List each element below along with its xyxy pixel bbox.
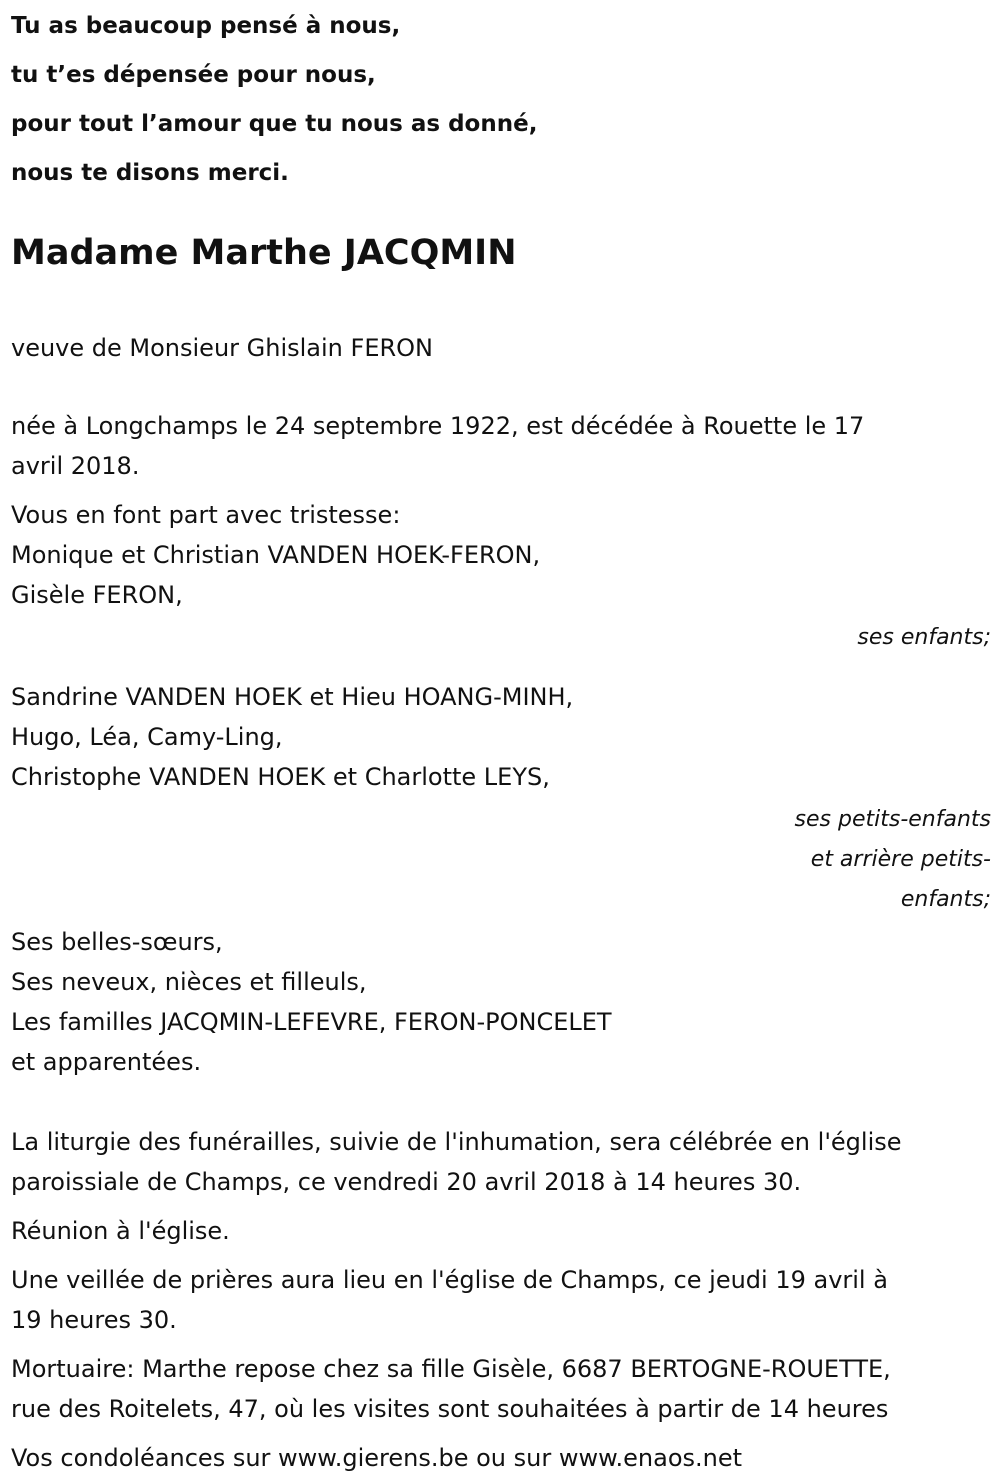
deceased-name: Madame Marthe JACQMIN [11,233,517,273]
meeting-note: Réunion à l'église. [11,1217,230,1245]
mortuary-paragraph [11,1349,991,1429]
birth-death-line: avril 2018. [11,452,140,480]
grandchildren-block [11,677,991,920]
vigil-line: Une veillée de prières aura lieu en l'église de Champs, ce jeudi 19 avril à [11,1266,888,1294]
announcement-intro: Vous en font part avec tristesse: [11,501,401,529]
poem-line: nous te disons merci. [11,160,289,186]
mortuary-line: rue des Roitelets, 47, où les visites sont souhaitées à partir de 14 heures [11,1395,889,1423]
child-entry: Monique et Christian VANDEN HOEK-FERON, [11,541,541,569]
vigil-line: 19 heures 30. [11,1306,177,1334]
family-entry: Ses neveux, nièces et filleuls, [11,968,367,996]
poem-line: pour tout l’amour que tu nous as donné, [11,111,538,137]
poem-line: Tu as beaucoup pensé à nous, [11,13,401,39]
widow-of: veuve de Monsieur Ghislain FERON [11,334,434,362]
birth-death-paragraph [11,406,991,486]
announcement-block [11,495,991,658]
grandchildren-relation-line: enfants; [900,887,991,912]
family-entry: Ses belles-sœurs, [11,928,223,956]
children-relation: ses enfants; [857,625,991,650]
liturgy-line: paroissiale de Champs, ce vendredi 20 avril 2018 à 14 heures 30. [11,1168,802,1196]
liturgy-paragraph [11,1122,991,1202]
grandchild-entry: Sandrine VANDEN HOEK et Hieu HOANG-MINH, [11,683,574,711]
condolences-note: Vos condoléances sur www.gierens.be ou sur www.enaos.net [11,1444,743,1472]
child-entry: Gisèle FERON, [11,581,183,609]
obituary-notice [11,0,991,1478]
grandchildren-relation-line: ses petits-enfants [794,807,991,832]
family-block [11,922,991,1082]
liturgy-line: La liturgie des funérailles, suivie de l'inhumation, sera célébrée en l'église [11,1128,902,1156]
poem-line: tu t’es dépensée pour nous, [11,62,376,88]
poem [11,2,991,198]
grandchildren-relation-line: et arrière petits- [810,847,991,872]
vigil-paragraph [11,1260,991,1340]
grandchild-entry: Christophe VANDEN HOEK et Charlotte LEYS, [11,763,550,791]
birth-death-line: née à Longchamps le 24 septembre 1922, est décédée à Rouette le 17 [11,412,865,440]
family-entry: Les familles JACQMIN-LEFEVRE, FERON-PONCELET [11,1008,612,1036]
family-entry: et apparentées. [11,1048,202,1076]
grandchild-entry: Hugo, Léa, Camy-Ling, [11,723,283,751]
mortuary-line: Mortuaire: Marthe repose chez sa fille Gisèle, 6687 BERTOGNE-ROUETTE, [11,1355,891,1383]
